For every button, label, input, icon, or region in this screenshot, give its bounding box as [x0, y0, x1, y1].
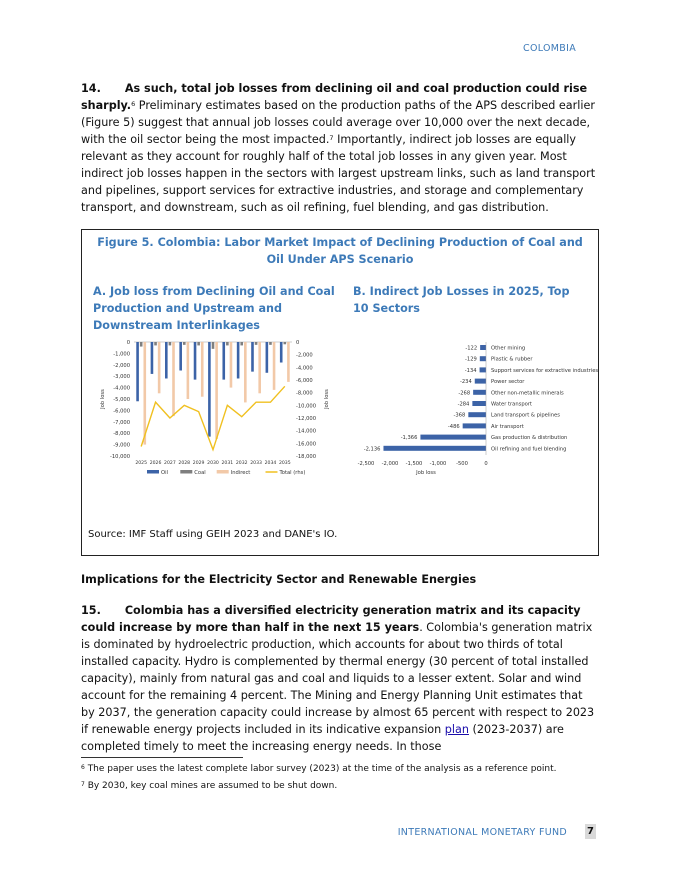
- chart-a-legend-swatch: [180, 470, 192, 474]
- chart-a-right-axis-label: Job loss: [324, 389, 330, 409]
- chart-a-legend-label: Total (rhs): [279, 470, 306, 476]
- chart-a-right-tick: -10,000: [296, 403, 317, 410]
- chart-a-bar-coal: [154, 342, 157, 345]
- chart-a-bar-coal: [240, 342, 243, 345]
- paragraph-15: [81, 602, 599, 755]
- chart-a-right-tick: -12,000: [296, 416, 317, 422]
- chart-b-bar: [480, 345, 486, 350]
- chart-b-bar: [480, 367, 486, 372]
- chart-a-bar-indirect: [158, 342, 161, 393]
- chart-b-value-label: -1,366: [400, 435, 418, 442]
- footnote-7-text: By 2030, key coal mines are assumed to be shut down.: [84, 781, 338, 791]
- chart-a: [97, 337, 337, 482]
- chart-a-bar-oil: [266, 342, 269, 373]
- chart-b-bar: [472, 401, 486, 406]
- chart-a-bar-oil: [151, 342, 154, 374]
- panel-b-title: B. Indirect Job Losses in 2025, Top 10 Sectors: [353, 285, 570, 315]
- chart-b-value-label: -2,136: [363, 446, 381, 453]
- chart-a-left-tick: -2,000: [113, 362, 130, 369]
- chart-a-bar-indirect: [187, 342, 190, 399]
- chart-a-x-tick: 2026: [149, 461, 162, 466]
- figure-source: Source: IMF Staff using GEIH 2023 and DANE's IO.: [88, 529, 338, 540]
- chart-a-bar-indirect: [230, 342, 233, 388]
- chart-a-bar-oil: [251, 342, 254, 372]
- chart-a-bar-coal: [183, 342, 186, 345]
- figure-5-box: [81, 229, 599, 556]
- chart-a-bar-coal: [284, 342, 287, 344]
- chart-a-left-tick: -3,000: [113, 374, 130, 381]
- footnote-6: [81, 764, 557, 774]
- chart-a-left-tick: -8,000: [113, 431, 130, 438]
- chart-a-bar-indirect: [143, 342, 146, 445]
- chart-b-bar: [475, 379, 486, 384]
- chart-a-bar-oil: [280, 342, 283, 363]
- chart-a-bar-oil: [179, 342, 182, 371]
- chart-a-legend-label: Indirect: [230, 470, 251, 476]
- paragraph-15-lead: Colombia has a diversified electricity generation matrix and its capacity could increase by more than half in the next 15 years: [81, 604, 581, 634]
- chart-b-bar: [473, 390, 486, 395]
- chart-b-bar: [383, 446, 486, 451]
- chart-b-category-label: Support services for extractive industries: [491, 367, 599, 374]
- footnote-7: [81, 781, 337, 791]
- chart-b-x-tick: -2,000: [381, 461, 399, 467]
- chart-a-left-tick: 0: [126, 340, 130, 346]
- chart-a-x-tick: 2030: [207, 461, 219, 466]
- chart-b-value-label: -234: [459, 379, 472, 386]
- chart-a-bar-coal: [269, 342, 272, 345]
- chart-b-category-label: Power sector: [491, 379, 525, 386]
- footnote-6-mark: 6: [81, 764, 85, 771]
- chart-b-x-tick: -2,500: [357, 461, 375, 467]
- chart-a-left-tick: -6,000: [113, 408, 130, 415]
- paragraph-14-lead: As such, total job losses from declining oil and coal production could rise sharply.: [81, 82, 588, 112]
- chart-a-bar-coal: [169, 342, 172, 345]
- chart-b-value-label: -268: [458, 390, 471, 397]
- chart-a-legend-label: Oil: [161, 470, 168, 476]
- chart-a-right-tick: -2,000: [296, 352, 313, 359]
- footnote-7-mark: 7: [81, 781, 85, 788]
- paragraph-15-body-b: (2023-2037) are completed timely to meet the increasing energy needs. In those: [81, 723, 564, 753]
- footnote-rule: [81, 757, 243, 758]
- chart-a-x-tick: 2028: [178, 461, 191, 466]
- paragraph-15-body-a: . Colombia's generation matrix is dominated by hydroelectric production, which accounts for about two thirds of total installed capacity. Hydro is complemented by thermal energy (30 percent of total installed capacity), mainly from natural gas and coal and liquids to a lesser extent. Solar and wind account for the remaining 4 percent. The Mining and Energy Planning Unit estimates that by 2037, the generation capacity could increase by almost 65 percent with respect to 2023 if renewable energy projects included in its indicative expansion: [81, 621, 595, 736]
- chart-b-bar: [468, 412, 486, 417]
- chart-b-x-tick: 0: [484, 461, 488, 467]
- footnote-ref-7[interactable]: 7: [329, 134, 334, 142]
- chart-a-x-tick: 2025: [135, 461, 148, 466]
- chart-b-value-label: -486: [447, 423, 460, 430]
- figure-title: Figure 5. Colombia: Labor Market Impact of Declining Production of Coal and Oil Under APS Scenario: [97, 236, 583, 266]
- chart-a-x-tick: 2035: [278, 461, 291, 466]
- footnote-ref-6[interactable]: 6: [131, 100, 136, 108]
- chart-b-x-tick: -500: [456, 461, 468, 467]
- chart-b-value-label: -368: [453, 412, 466, 419]
- chart-a-legend-swatch: [147, 470, 159, 474]
- chart-b-x-tick: -1,500: [405, 461, 423, 467]
- panel-a-title: A. Job loss from Declining Oil and Coal Production and Upstream and Downstream Interlinkages: [93, 285, 335, 332]
- paragraph-14-number: 14.: [81, 82, 101, 95]
- chart-b-axis-label: Job loss: [416, 470, 436, 476]
- chart-a-left-tick: -4,000: [113, 385, 130, 392]
- chart-a-bar-oil: [136, 342, 139, 401]
- chart-b-category-label: Plastic & rubber: [491, 356, 533, 363]
- chart-a-bar-coal: [226, 342, 229, 345]
- paragraph-14: [81, 80, 599, 216]
- paragraph-14-body-a: Preliminary estimates based on the production paths of the APS described earlier (Figure 5) suggest that annual job losses could average over 10,000 over the next decade, with the oil sector being the most impacted.: [81, 99, 595, 146]
- chart-a-bar-coal: [140, 342, 143, 347]
- chart-a-left-tick: -7,000: [113, 419, 130, 426]
- chart-b-value-label: -284: [457, 401, 470, 408]
- footer-organization: INTERNATIONAL MONETARY FUND: [397, 827, 567, 838]
- chart-b-category-label: Other mining: [491, 345, 526, 352]
- chart-b-category-label: Oil refining and fuel blending: [491, 446, 567, 453]
- chart-a-left-tick: -9,000: [113, 442, 130, 449]
- chart-a-bar-indirect: [201, 342, 204, 397]
- chart-a-bar-indirect: [273, 342, 276, 390]
- chart-b-bar: [420, 435, 486, 440]
- chart-a-left-tick: -5,000: [113, 397, 130, 403]
- footnote-6-text: The paper uses the latest complete labor survey (2023) at the time of the analysis as a reference point.: [84, 764, 557, 774]
- chart-a-right-tick: -8,000: [296, 390, 313, 397]
- chart-a-bar-oil: [237, 342, 240, 378]
- paragraph-14-body-b: Importantly, indirect job losses are equally relevant as they account for roughly half of the total job losses in any given year. Most indirect job losses happen in the sectors with largest upstream links, such as land transport and pipelines, support services for extractive industries, and storage and complementary transport, and downstream, such as oil refining, fuel blending, and gas distribution.: [81, 133, 596, 214]
- chart-a-bar-indirect: [215, 342, 218, 439]
- chart-a-x-tick: 2031: [221, 461, 234, 466]
- chart-a-bar-indirect: [244, 342, 247, 402]
- chart-b-value-label: -122: [465, 345, 478, 352]
- chart-b-category-label: Other non-metallic minerals: [491, 390, 564, 397]
- chart-a-right-tick: -18,000: [296, 454, 317, 460]
- chart-a-bar-oil: [222, 342, 225, 380]
- chart-a-bar-oil: [208, 342, 211, 437]
- chart-a-legend-label: Coal: [194, 470, 206, 476]
- section-heading: Implications for the Electricity Sector and Renewable Energies: [81, 573, 477, 586]
- chart-a-right-tick: -16,000: [296, 441, 317, 448]
- chart-a-bar-coal: [197, 342, 200, 345]
- chart-b-category-label: Land transport & pipelines: [491, 412, 560, 419]
- paragraph-15-number: 15.: [81, 604, 101, 617]
- chart-b-bar: [463, 423, 486, 428]
- plan-link[interactable]: plan: [444, 723, 469, 736]
- chart-a-x-tick: 2034: [264, 461, 277, 466]
- chart-b-value-label: -134: [464, 367, 477, 374]
- chart-a-right-tick: -6,000: [296, 378, 313, 384]
- chart-b-value-label: -129: [465, 356, 477, 363]
- chart-a-bar-oil: [194, 342, 197, 380]
- chart-a-x-tick: 2033: [250, 461, 262, 466]
- chart-a-left-tick: -10,000: [109, 454, 130, 460]
- chart-a-bar-indirect: [258, 342, 261, 393]
- chart-a-right-tick: -4,000: [296, 365, 313, 372]
- chart-a-left-axis-label: Job loss: [100, 389, 106, 409]
- chart-b-category-label: Air transport: [491, 423, 524, 430]
- chart-a-line-total: [141, 386, 285, 449]
- chart-a-right-tick: 0: [296, 340, 300, 346]
- running-header-country: COLOMBIA: [523, 43, 576, 54]
- chart-b-x-tick: -1,000: [429, 461, 447, 467]
- chart-a-bar-coal: [212, 342, 215, 349]
- chart-a-bar-indirect: [287, 342, 290, 382]
- chart-a-bar-coal: [255, 342, 258, 345]
- chart-a-x-tick: 2029: [192, 461, 205, 466]
- chart-b-category-label: Water transport: [491, 401, 532, 408]
- chart-a-x-tick: 2032: [235, 461, 248, 466]
- chart-b: [352, 342, 599, 476]
- chart-b-category-label: Gas production & distribution: [491, 435, 568, 442]
- chart-a-right-tick: -14,000: [296, 428, 317, 435]
- page-number: 7: [585, 824, 596, 839]
- chart-b-bar: [480, 356, 486, 361]
- chart-a-left-tick: -1,000: [113, 351, 130, 358]
- chart-a-bar-oil: [165, 342, 168, 378]
- chart-a-x-tick: 2027: [164, 461, 176, 466]
- chart-a-legend-swatch: [217, 470, 229, 474]
- chart-a-bar-indirect: [172, 342, 175, 416]
